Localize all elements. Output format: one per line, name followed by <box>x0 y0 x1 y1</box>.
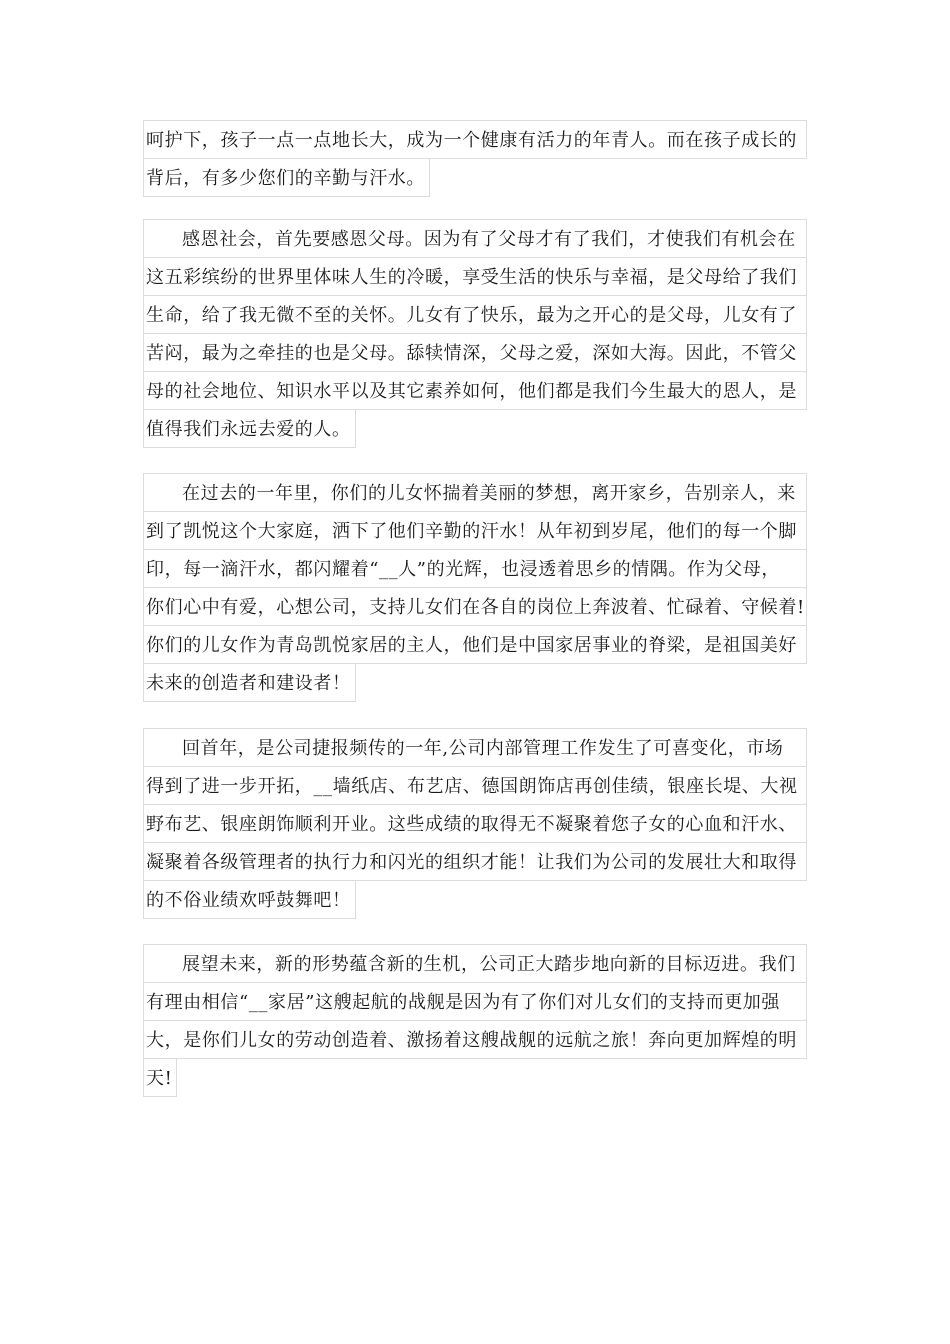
text-line: 母的社会地位、知识水平以及其它素养如何，他们都是我们今生最大的恩人，是 <box>143 371 807 410</box>
text-line: 背后，有多少您们的辛勤与汗水。 <box>143 158 430 197</box>
text-line: 这五彩缤纷的世界里体味人生的冷暖，享受生活的快乐与幸福，是父母给了我们 <box>143 257 807 296</box>
text-line: 的不俗业绩欢呼鼓舞吧！ <box>143 880 356 919</box>
text-line: 未来的创造者和建设者！ <box>143 663 356 702</box>
text-line: 呵护下，孩子一点一点地长大，成为一个健康有活力的年青人。而在孩子成长的 <box>143 120 807 159</box>
text-line: 展望未来，新的形势蕴含新的生机，公司正大踏步地向新的目标迈进。我们 <box>143 944 807 983</box>
text-line: 你们的儿女作为青岛凯悦家居的主人，他们是中国家居事业的脊梁，是祖国美好 <box>143 625 807 664</box>
paragraph-3 <box>143 474 807 706</box>
text-line: 感恩社会，首先要感恩父母。因为有了父母才有了我们，才使我们有机会在 <box>143 219 807 258</box>
paragraph-2 <box>143 220 807 452</box>
text-line: 有理由相信“__家居”这艘起航的战舰是因为有了你们对儿女们的支持而更加强 <box>143 982 807 1021</box>
text-line: 你们心中有爱，心想公司，支持儿女们在各自的岗位上奔波着、忙碌着、守候着! <box>143 587 807 626</box>
text-line: 生命，给了我无微不至的关怀。儿女有了快乐，最为之开心的是父母，儿女有了 <box>143 295 807 334</box>
text-line: 大，是你们儿女的劳动创造着、激扬着这艘战舰的远航之旅！奔向更加辉煌的明 <box>143 1020 807 1059</box>
text-line: 在过去的一年里，你们的儿女怀揣着美丽的梦想，离开家乡，告别亲人，来 <box>143 473 807 512</box>
text-line: 值得我们永远去爱的人。 <box>143 409 356 448</box>
text-line: 苦闷，最为之牵挂的也是父母。舔犊情深，父母之爱，深如大海。因此，不管父 <box>143 333 807 372</box>
text-line: 凝聚着各级管理者的执行力和闪光的组织才能！让我们为公司的发展壮大和取得 <box>143 842 807 881</box>
paragraph-1 <box>143 121 807 201</box>
text-line: 回首年，是公司捷报频传的一年,公司内部管理工作发生了可喜变化，市场 <box>143 728 807 767</box>
text-line: 天! <box>143 1058 177 1097</box>
text-line: 到了凯悦这个大家庭，洒下了他们辛勤的汗水！从年初到岁尾，他们的每一个脚 <box>143 511 807 550</box>
text-line: 得到了进一步开拓，__墙纸店、布艺店、德国朗饰店再创佳绩，银座长堤、大视 <box>143 766 807 805</box>
paragraph-5 <box>143 945 807 1101</box>
text-line: 野布艺、银座朗饰顺利开业。这些成绩的取得无不凝聚着您子女的心血和汗水、 <box>143 804 807 843</box>
text-line: 印，每一滴汗水，都闪耀着“__人”的光辉，也浸透着思乡的情隅。作为父母， <box>143 549 807 588</box>
paragraph-4 <box>143 729 807 923</box>
